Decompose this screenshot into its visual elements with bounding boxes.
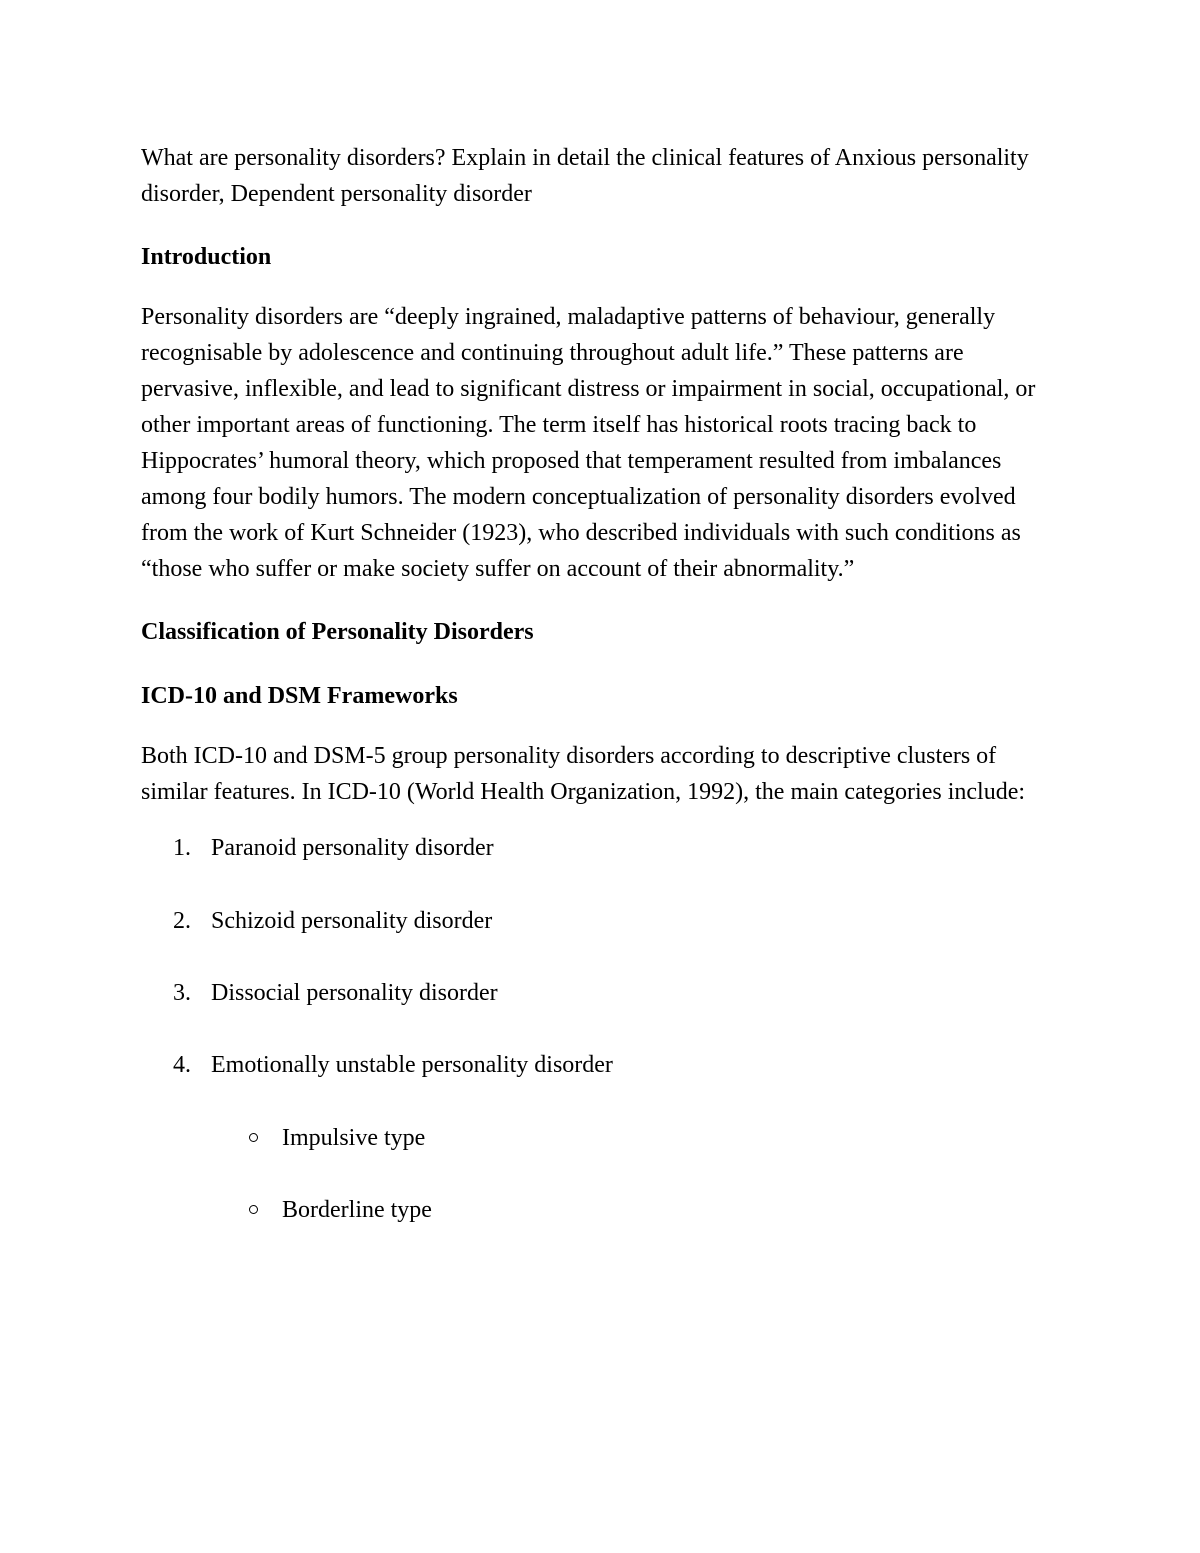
categories-list xyxy=(141,830,1060,1083)
list-item-text: Paranoid personality disorder xyxy=(211,835,494,861)
sublist-item-text: Borderline type xyxy=(282,1197,432,1223)
list-item xyxy=(141,830,1060,866)
frameworks-paragraph: Both ICD-10 and DSM-5 group personality disorders according to descriptive clusters of similar features. In ICD-10 (World Health Organization, 1992), the main categories include: xyxy=(141,743,1026,805)
list-item-text: Dissocial personality disorder xyxy=(211,980,498,1006)
sublist-item xyxy=(141,1192,1060,1228)
sublist-item xyxy=(141,1120,1060,1156)
introduction-heading: Introduction xyxy=(141,244,272,270)
hollow-circle-bullet-icon xyxy=(249,1133,258,1142)
list-number: 3. xyxy=(173,980,191,1006)
list-item xyxy=(141,903,1060,939)
document-title: What are personality disorders? Explain in detail the clinical features of Anxious personality disorder, Dependent personality disorder xyxy=(141,145,1029,207)
classification-heading: Classification of Personality Disorders xyxy=(141,619,534,645)
list-item xyxy=(141,1047,1060,1083)
list-number: 1. xyxy=(173,835,191,861)
hollow-circle-bullet-icon xyxy=(249,1205,258,1214)
sublist-item-text: Impulsive type xyxy=(282,1125,426,1151)
list-item-text: Emotionally unstable personality disorder xyxy=(211,1052,613,1078)
frameworks-heading: ICD-10 and DSM Frameworks xyxy=(141,683,458,709)
list-number: 4. xyxy=(173,1052,191,1078)
introduction-paragraph: Personality disorders are “deeply ingrained, maladaptive patterns of behaviour, generally recognisable by adolescence and continuing throughout adult life.” These patterns are pervasive, inflexible, and lead to significant distress or impairment in social, occupational, or other important areas of functioning. The term itself has historical roots tracing back to Hippocrates’ humoral theory, which proposed that temperament resulted from imbalances among four bodily humors. The modern conceptualization of personality disorders evolved from the work of Kurt Schneider (1923), who described individuals with such conditions as “those who suffer or make society suffer on account of their abnormality.” xyxy=(141,304,1036,582)
list-item-text: Schizoid personality disorder xyxy=(211,908,493,934)
emotionally-unstable-subtypes xyxy=(141,1120,1060,1228)
list-item xyxy=(141,975,1060,1011)
list-number: 2. xyxy=(173,908,191,934)
